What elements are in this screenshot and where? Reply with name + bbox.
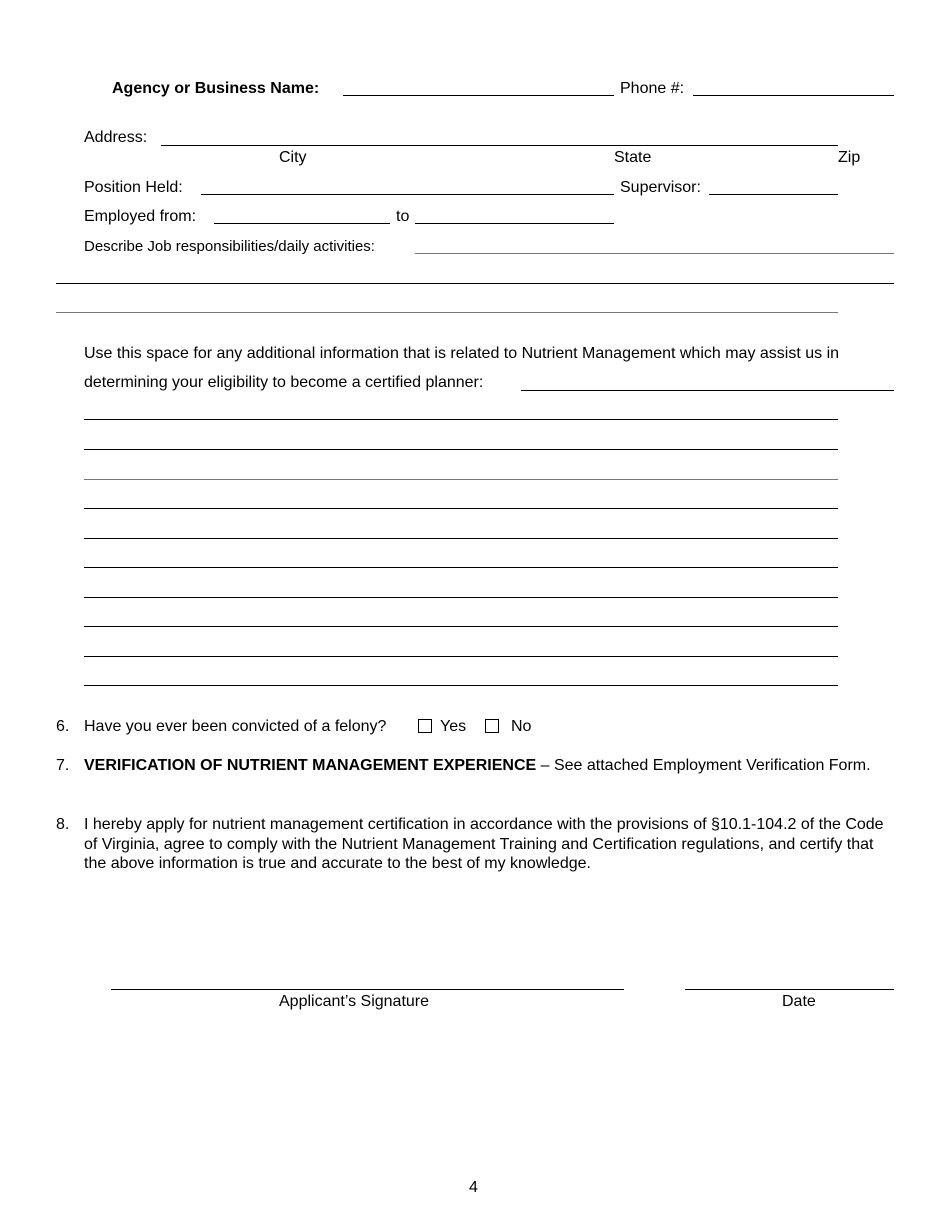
- job-responsibilities-field-line-2[interactable]: [56, 283, 894, 284]
- additional-info-field-line[interactable]: [84, 685, 838, 686]
- additional-info-text-line-2: determining your eligibility to become a certified planner:: [84, 374, 484, 391]
- additional-info-field-line[interactable]: [84, 449, 838, 450]
- item-7-text: [84, 756, 896, 776]
- position-held-field[interactable]: [201, 194, 614, 195]
- additional-info-field-line[interactable]: [84, 538, 838, 539]
- felony-yes-checkbox[interactable]: [418, 719, 432, 733]
- item-8-number: 8.: [56, 816, 70, 833]
- phone-label: Phone #:: [620, 80, 685, 97]
- supervisor-label: Supervisor:: [620, 179, 701, 196]
- signature-date-field[interactable]: [685, 989, 894, 990]
- felony-no-checkbox[interactable]: [485, 719, 499, 733]
- signature-date-label: Date: [782, 993, 816, 1010]
- item-7-number: 7.: [56, 757, 70, 774]
- item-6-number: 6.: [56, 718, 70, 735]
- certification-statement: I hereby apply for nutrient management certification in accordance with the provisions of §10.1-104.2 of the Code of Virginia, agree to comply with the Nutrient Management Training and Certification regulations, and certify that the above information is true and accurate to the best of my knowledge.: [84, 816, 884, 872]
- additional-info-field-line[interactable]: [84, 508, 838, 509]
- felony-yes-label: Yes: [440, 718, 467, 735]
- additional-info-field-line[interactable]: [84, 597, 838, 598]
- felony-no-label: No: [511, 718, 532, 735]
- position-held-label: Position Held:: [84, 179, 183, 196]
- job-responsibilities-field-line-1[interactable]: [415, 253, 894, 254]
- employed-to-label: to: [396, 208, 410, 225]
- page-number: 4: [469, 1179, 478, 1196]
- verification-heading: VERIFICATION OF NUTRIENT MANAGEMENT EXPERIENCE: [84, 757, 537, 774]
- applicant-signature-label: Applicant’s Signature: [279, 993, 430, 1010]
- additional-info-field-line[interactable]: [84, 419, 838, 420]
- applicant-signature-field[interactable]: [111, 989, 624, 990]
- verification-note: – See attached Employment Verification Form.: [536, 757, 871, 774]
- city-label: City: [279, 149, 307, 166]
- job-responsibilities-field-line-3[interactable]: [56, 312, 838, 313]
- felony-question: Have you ever been convicted of a felony?: [84, 718, 387, 735]
- address-label: Address:: [84, 129, 148, 146]
- additional-info-field-line[interactable]: [84, 567, 838, 568]
- zip-label: Zip: [838, 149, 861, 166]
- agency-name-field[interactable]: [343, 95, 614, 96]
- phone-field[interactable]: [693, 95, 894, 96]
- supervisor-field[interactable]: [709, 194, 838, 195]
- employed-to-field[interactable]: [415, 223, 614, 224]
- address-field[interactable]: [161, 145, 838, 146]
- agency-name-label: Agency or Business Name:: [112, 80, 320, 97]
- employed-from-field[interactable]: [214, 223, 390, 224]
- job-responsibilities-label: Describe Job responsibilities/daily activities:: [84, 238, 375, 255]
- additional-info-field-line-0[interactable]: [521, 390, 894, 391]
- additional-info-field-line[interactable]: [84, 656, 838, 657]
- additional-info-text-line-1: Use this space for any additional information that is related to Nutrient Management which may assist us in: [84, 345, 840, 362]
- additional-info-field-line[interactable]: [84, 479, 838, 480]
- employed-from-label: Employed from:: [84, 208, 197, 225]
- additional-info-field-line[interactable]: [84, 626, 838, 627]
- state-label: State: [614, 149, 652, 166]
